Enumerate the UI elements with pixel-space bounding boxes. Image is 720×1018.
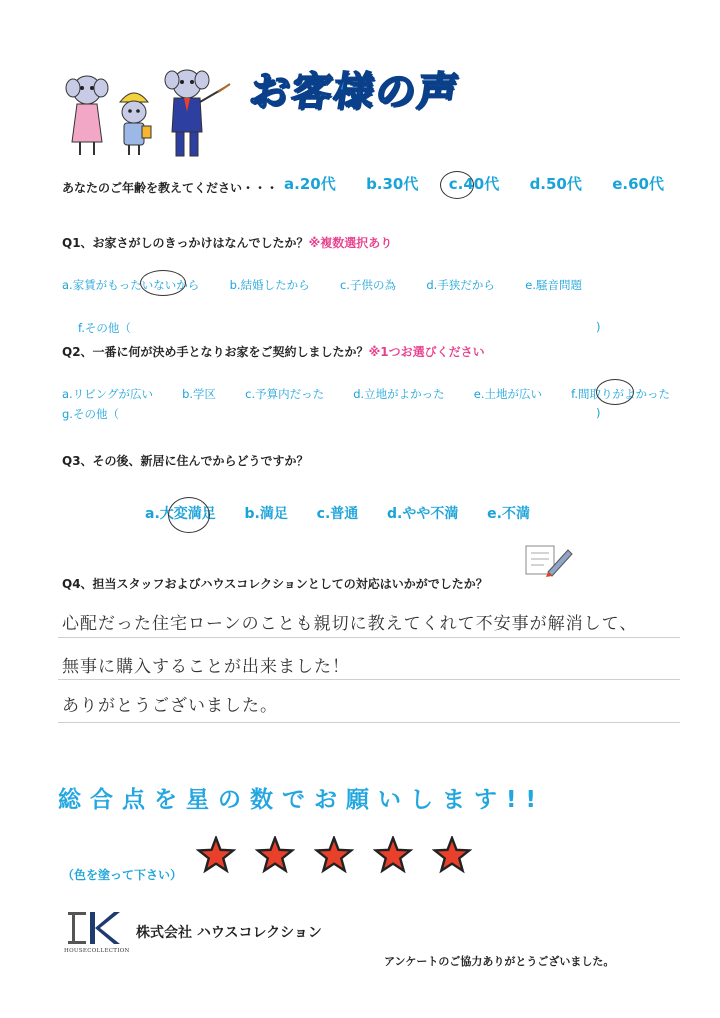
q1-option-c[interactable]: c.子供の為 [339, 278, 396, 292]
age-option-30s[interactable]: b.30代 [366, 175, 419, 193]
q2-option-e[interactable]: e.土地が広い [473, 387, 543, 401]
company-logo-icon [66, 910, 128, 946]
q3-selection-circle [168, 497, 210, 533]
q2-option-d[interactable]: d.立地がよかった [353, 387, 445, 401]
age-option-20s[interactable]: a.20代 [284, 175, 336, 193]
age-option-60s[interactable]: e.60代 [612, 175, 664, 193]
q1-note: ※複数選択あり [308, 236, 393, 250]
q1-selection-circle [140, 270, 186, 296]
rating-star-icon[interactable] [314, 836, 354, 876]
q2-other-close: ) [596, 406, 601, 420]
q4-rule-2 [58, 679, 680, 680]
q2-question [62, 343, 485, 360]
rating-star-icon[interactable] [255, 836, 295, 876]
rating-banner: 総合点を星の数でお願いします!! [58, 787, 545, 813]
q2-option-a[interactable]: a.リビングが広い [62, 387, 153, 401]
rating-star-icon[interactable] [432, 836, 472, 876]
q1-other[interactable]: f.その他（ [78, 321, 131, 335]
thanks-message: アンケートのご協力ありがとうございました。 [384, 955, 615, 968]
rating-paint-note: （色を塗って下さい） [62, 868, 183, 882]
company-name: 株式会社 ハウスコレクション [136, 925, 322, 941]
q2-option-c[interactable]: c.予算内だった [245, 387, 325, 401]
q3-option-c[interactable]: c.普通 [316, 506, 359, 522]
rating-stars [196, 836, 476, 880]
q2-option-f[interactable]: f.間取りがよかった [571, 387, 670, 401]
age-options [284, 173, 664, 194]
rating-star-icon[interactable] [196, 836, 236, 876]
logo-caption: HOUSECOLLECTION [64, 948, 130, 954]
age-question: あなたのご年齢を教えてください・・・ [62, 181, 279, 195]
q4-answer-line-3: ありがとうございました。 [62, 696, 278, 716]
q1-question-text: Q1、お家さがしのきっかけはなんでしたか？ [62, 236, 309, 250]
q3-option-d[interactable]: d.やや不満 [387, 506, 459, 522]
q1-option-a[interactable]: a.家賃がもったいないから [62, 278, 200, 292]
q3-option-a[interactable]: a.大変満足 [145, 506, 216, 522]
q4-answer-line-2: 無事に購入することが出来ました！ [62, 657, 350, 677]
q1-option-e[interactable]: e.騒音問題 [525, 278, 582, 292]
q2-note: ※1つお選びください [368, 345, 485, 359]
q2-other[interactable]: g.その他（ [62, 407, 119, 421]
q1-question [62, 234, 392, 251]
age-option-40s[interactable]: c.40代 [448, 175, 500, 193]
q1-option-d[interactable]: d.手狭だから [426, 278, 495, 292]
q4-rule-3 [58, 722, 680, 723]
q2-options [62, 386, 670, 402]
memo-pencil-icon [522, 542, 574, 578]
age-option-50s[interactable]: d.50代 [529, 175, 582, 193]
q2-option-b[interactable]: b.学区 [182, 387, 217, 401]
page-title: お客様の声 [246, 69, 463, 115]
q2-selection-circle [596, 379, 634, 405]
q2-question-text: Q2、一番に何が決め手となりお家をご契約しましたか？ [62, 345, 369, 359]
age-selection-circle [440, 171, 474, 199]
q1-other-close: ) [596, 320, 601, 334]
q4-answer-line-1: 心配だった住宅ローンのことも親切に教えてくれて不安事が解消して、 [62, 614, 638, 634]
q3-option-b[interactable]: b.満足 [244, 506, 288, 522]
q4-rule-1 [58, 637, 680, 638]
q1-option-b[interactable]: b.結婚したから [229, 278, 310, 292]
q4-question: Q4、担当スタッフおよびハウスコレクションとしての対応はいかがでしたか？ [62, 577, 488, 591]
q3-option-e[interactable]: e.不満 [487, 506, 530, 522]
q3-question: Q3、その後、新居に住んでからどうですか？ [62, 454, 309, 468]
rating-star-icon[interactable] [373, 836, 413, 876]
mascot-illustration [62, 62, 232, 162]
